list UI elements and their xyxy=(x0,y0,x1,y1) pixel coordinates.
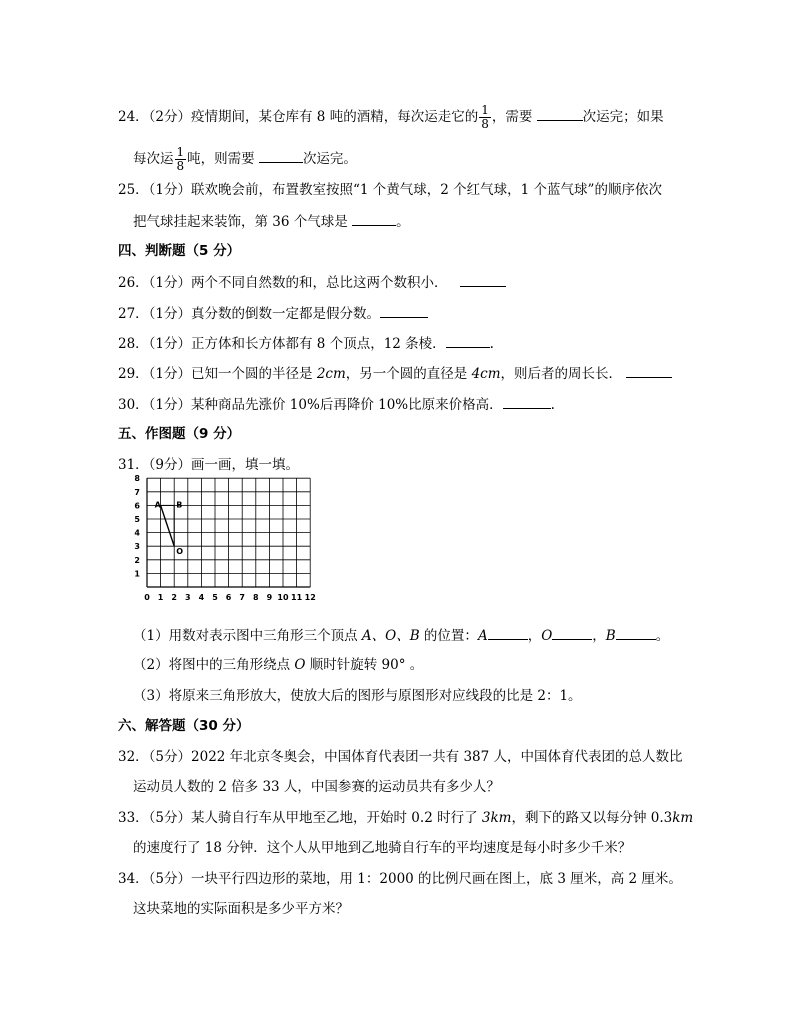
q28-answer-blank[interactable] xyxy=(446,333,490,348)
q33-unit-2: km xyxy=(672,810,694,826)
q31-sep-2: ， xyxy=(592,628,606,644)
q24-answer-blank-2[interactable] xyxy=(259,148,303,163)
q28-text: 28．（1分）正方体和长方体都有 8 个顶点，12 条棱． xyxy=(118,336,446,352)
q31-sub2-text-a: （2）将图中的三角形绕点 xyxy=(133,657,295,673)
q31-sub1 xyxy=(133,625,669,646)
fraction-one-eighth-2: $\frac{1}{8}$ xyxy=(176,145,185,173)
q27-answer-blank[interactable] xyxy=(380,303,428,318)
q24-answer-blank-1[interactable] xyxy=(537,106,583,121)
q31-sub1-letters: A、O、B xyxy=(361,628,420,644)
y-tick-label: 2 xyxy=(134,555,140,565)
q30-answer-blank[interactable] xyxy=(503,394,551,409)
q24-text-a: 24．（2分）疫情期间，某仓库有 8 吨的酒精，每次运走它的 xyxy=(118,109,479,125)
q33-unit-1: 3km xyxy=(481,810,512,826)
q26-line xyxy=(118,272,506,293)
q32-line2: 运动员人数的 2 倍多 33 人，中国参赛的运动员共有多少人？ xyxy=(133,779,500,795)
q31-sub2-O: O xyxy=(294,657,306,673)
q27-text: 27．（1分）真分数的倒数一定都是假分数。 xyxy=(118,306,381,322)
q29-line xyxy=(118,363,672,384)
y-tick-label: 7 xyxy=(134,487,140,497)
x-tick-label: 7 xyxy=(239,593,245,602)
q28-end: . xyxy=(489,336,494,352)
section-heading-4: 四、判断题（5 分） xyxy=(118,243,241,259)
q24-line2 xyxy=(133,146,357,173)
q34-line1: 34．（5分）一块平行四边形的菜地，用 1：2000 的比例尺画在图上，底 3 厘米，高 2 厘米。 xyxy=(118,871,682,887)
q31-sub1-text-b: 的位置： xyxy=(419,628,478,644)
q24-text-b: ，需要 xyxy=(491,109,537,125)
y-tick-label: 5 xyxy=(134,515,140,524)
x-tick-label: 2 xyxy=(171,593,177,602)
q33-line2: 的速度行了 18 分钟．这个人从甲地到乙地骑自行车的平均速度是每小时多少千米？ xyxy=(133,840,632,856)
q31-sub1-text-a: （1）用数对表示图中三角形三个顶点 xyxy=(133,628,362,644)
y-tick-label: 1 xyxy=(134,569,140,579)
q31-answer-blank-A[interactable] xyxy=(488,625,528,640)
q31-label-B: B xyxy=(605,628,616,644)
q24-text-c: 次运完；如果 xyxy=(582,109,664,125)
q29-unit-2: 4cm xyxy=(471,366,501,382)
point-label-O: O xyxy=(176,547,184,557)
q31-answer-blank-O[interactable] xyxy=(552,625,592,640)
q26-text: 26．（1分）两个不同自然数的和，总比这两个数积小． xyxy=(118,275,448,291)
point-label-B: B xyxy=(176,500,183,510)
q31-answer-blank-B[interactable] xyxy=(616,625,656,640)
q29-text-a: 29．（1分）已知一个圆的半径是 xyxy=(118,366,317,382)
x-tick-label: 9 xyxy=(266,593,273,602)
coordinate-grid xyxy=(128,474,323,610)
y-tick-label: 4 xyxy=(134,528,140,538)
x-tick-label: 10 xyxy=(277,593,289,602)
x-tick-label: 3 xyxy=(185,593,191,602)
q31-sub1-end: 。 xyxy=(655,628,670,644)
q34-line2: 这块菜地的实际面积是多少平方米？ xyxy=(133,901,349,917)
q30-line xyxy=(118,394,555,415)
x-tick-label: 6 xyxy=(225,593,232,602)
y-tick-label: 3 xyxy=(134,542,140,552)
q29-unit-1: 2cm xyxy=(316,366,346,382)
fraction-one-eighth: $\frac{1}{8}$ xyxy=(481,103,489,131)
q24-line1 xyxy=(118,104,664,131)
point-label-A: A xyxy=(154,500,161,510)
q24-text-f: 次运完。 xyxy=(302,151,357,167)
q25-text-b: 。 xyxy=(396,214,410,230)
q27-line xyxy=(118,303,428,324)
y-tick-label: 6 xyxy=(134,501,140,511)
segment-AO xyxy=(161,505,175,546)
q25-answer-blank[interactable] xyxy=(352,211,396,226)
q29-text-b: ，另一个圆的直径是 xyxy=(345,366,472,382)
q26-answer-blank[interactable] xyxy=(460,272,506,287)
q33-text-b: ，剩下的路又以每分钟 0.3 xyxy=(511,810,673,826)
x-tick-label: 11 xyxy=(291,593,303,602)
q30-end: . xyxy=(550,397,555,413)
x-tick-label: 12 xyxy=(304,593,316,602)
y-tick-label: 8 xyxy=(134,474,140,484)
q29-text-c: ，则后者的周长长． xyxy=(500,366,623,382)
x-tick-label: 1 xyxy=(157,593,164,602)
q30-text: 30．（1分）某种商品先涨价 10%后再降价 10%比原来价格高． xyxy=(118,397,503,413)
q31-sep-1: ， xyxy=(527,628,542,644)
q33-text-a: 33．（5分）某人骑自行车从甲地至乙地，开始时 0.2 时行了 xyxy=(118,810,482,826)
q29-answer-blank[interactable] xyxy=(626,363,672,378)
q31-sub3: （3）将原来三角形放大，使放大后的图形与原图形对应线段的比是 2：1。 xyxy=(133,688,582,704)
q24-text-d: 每次运 xyxy=(133,151,174,167)
q33-line1 xyxy=(118,808,693,828)
x-tick-label: 0 xyxy=(144,593,150,602)
q31-label-A: A xyxy=(477,628,488,644)
q24-text-e: 吨，则需要 xyxy=(187,151,259,167)
q31-sub2 xyxy=(133,655,423,675)
q25-text-a: 把气球挂起来装饰，第 36 个气球是 xyxy=(133,214,353,230)
q32-line1: 32．（5分）2022 年北京冬奥会，中国体育代表团一共有 387 人，中国体育代表团的总人数比 xyxy=(118,749,683,765)
x-tick-label: 4 xyxy=(198,593,205,602)
q28-line xyxy=(118,333,494,354)
x-tick-label: 8 xyxy=(253,593,259,602)
q25-line2 xyxy=(133,211,410,232)
q31-sub2-text-b: 顺时针旋转 90° 。 xyxy=(305,657,424,673)
section-heading-6: 六、解答题（30 分） xyxy=(118,718,250,734)
q25-line1: 25．（1分）联欢晚会前，布置教室按照“1 个黄气球，2 个红气球，1 个蓝气球”的顺序依次 xyxy=(118,182,662,198)
q31-label-O: O xyxy=(541,628,553,644)
x-tick-label: 5 xyxy=(212,593,218,602)
section-heading-5: 五、作图题（9 分） xyxy=(118,426,241,442)
q31-title: 31．（9分）画一画，填一填。 xyxy=(118,457,300,473)
